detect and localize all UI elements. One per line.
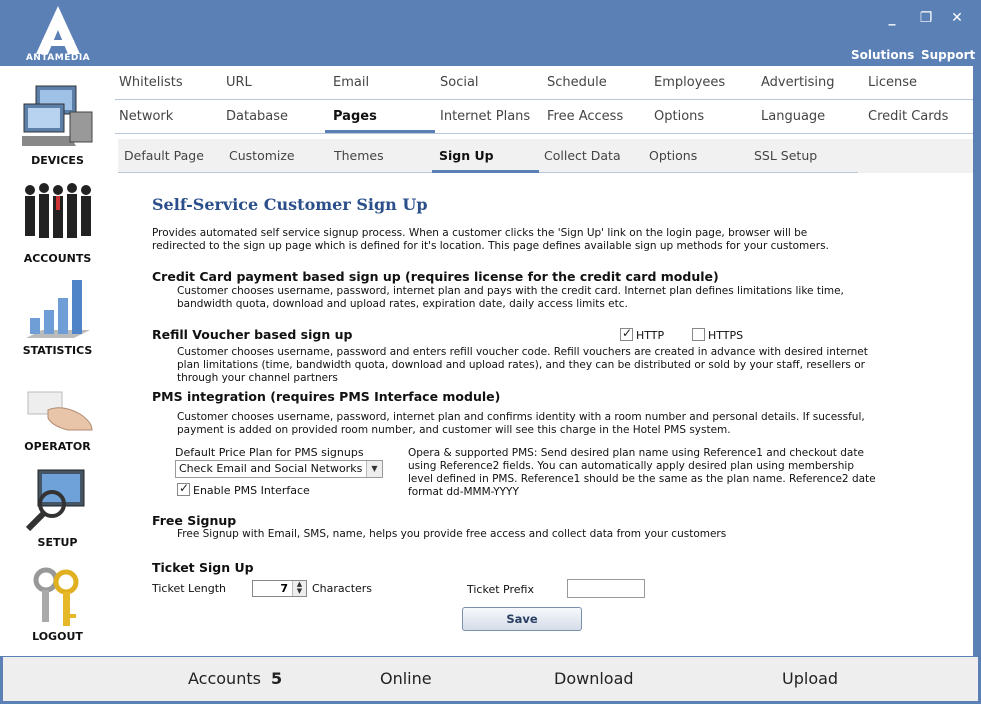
status-download: Download: [554, 669, 634, 688]
tab-row-1: [115, 66, 973, 100]
ticket-prefix-input[interactable]: [567, 579, 645, 598]
pms-note: Opera & supported PMS: Send desired plan name using Reference1 and checkout date using Reference2 fields. You can automatically apply desired plan using membership level defined in PMS. Reference1 should be the same as the plan name. Reference2 date format dd-MMM-YYYY: [408, 447, 876, 498]
sidebar-item-operator[interactable]: [0, 362, 115, 458]
subtab-collect-data[interactable]: Collect Data: [544, 148, 621, 163]
subtab-options[interactable]: Options: [649, 148, 698, 163]
tab-internet-plans[interactable]: Internet Plans: [440, 109, 531, 124]
minimize-icon[interactable]: _: [888, 10, 896, 26]
bar-chart-icon: [22, 274, 94, 342]
tab-row-divider: [115, 133, 973, 134]
support-link[interactable]: Support: [921, 48, 976, 62]
https-checkbox[interactable]: [692, 328, 705, 341]
active-subtab-indicator: [432, 170, 539, 173]
tab-network[interactable]: Network: [119, 109, 174, 124]
hand-card-icon: [22, 370, 94, 438]
sidebar-item-label: OPERATOR: [24, 440, 91, 453]
ticket-length-label: Ticket Length: [152, 582, 226, 595]
active-tab-indicator: [325, 130, 435, 133]
subtab-bar: [118, 139, 973, 173]
status-online: Online: [380, 669, 432, 688]
tab-database[interactable]: Database: [226, 109, 289, 124]
enable-pms-checkbox[interactable]: [177, 483, 190, 496]
sidebar-item-label: STATISTICS: [22, 344, 93, 357]
sidebar-item-logout[interactable]: [0, 556, 115, 652]
tab-license[interactable]: License: [868, 75, 918, 90]
intro-text: Provides automated self service signup process. When a customer clicks the 'Sign Up' link on the login page, browser will be redirected to the sign up page which is defined for it's location. This page defines available sign up methods for your customers.: [152, 227, 829, 252]
tab-employees[interactable]: Employees: [654, 75, 726, 90]
tab-social[interactable]: Social: [440, 75, 479, 90]
sidebar-item-label: LOGOUT: [32, 630, 83, 643]
http-checkbox[interactable]: [620, 328, 633, 341]
sidebar: [0, 66, 115, 656]
sidebar-item-statistics[interactable]: [0, 266, 115, 362]
sidebar-item-label: SETUP: [37, 536, 78, 549]
subtab-customize[interactable]: Customize: [229, 148, 295, 163]
sidebar-item-label: DEVICES: [31, 154, 84, 167]
sidebar-item-devices[interactable]: [0, 74, 115, 170]
pms-heading: PMS integration (requires PMS Interface module): [152, 389, 501, 404]
voucher-desc: Customer chooses username, password and enters refill voucher code. Refill vouchers are created in advance with desired internet plan limitations (time, bandwidth quota, download and upload rates), and they can be distributed or sold by your staff, resellers or through your channel partners: [177, 346, 868, 384]
ticket-length-value: 7: [280, 582, 288, 595]
people-icon: [22, 178, 94, 246]
tab-advertising[interactable]: Advertising: [761, 75, 835, 90]
ticket-heading: Ticket Sign Up: [152, 560, 254, 575]
solutions-link[interactable]: Solutions: [851, 48, 915, 62]
subtab-ssl-setup[interactable]: SSL Setup: [754, 148, 818, 163]
tab-language[interactable]: Language: [761, 109, 826, 124]
enable-pms-label: Enable PMS Interface: [193, 484, 310, 497]
stepper-arrows-icon[interactable]: ▲ ▼: [292, 581, 306, 596]
subtab-sign-up[interactable]: Sign Up: [439, 148, 494, 163]
sidebar-item-setup[interactable]: [0, 458, 115, 554]
tab-options[interactable]: Options: [654, 109, 705, 124]
restore-icon[interactable]: ❐: [919, 10, 933, 26]
accounts-count: 5: [270, 669, 283, 688]
computers-icon: [22, 82, 94, 150]
tab-email[interactable]: Email: [333, 75, 370, 90]
accounts-label: Accounts: [188, 669, 261, 688]
status-bar: [3, 657, 978, 701]
voucher-heading: Refill Voucher based sign up: [152, 327, 353, 342]
page-title: Self-Service Customer Sign Up: [152, 195, 428, 214]
http-label: HTTP: [636, 329, 665, 342]
tab-schedule[interactable]: Schedule: [547, 75, 607, 90]
subtab-themes[interactable]: Themes: [334, 148, 384, 163]
chevron-down-icon: ▼: [366, 461, 382, 477]
main-content: [115, 66, 973, 656]
credit-card-heading: Credit Card payment based sign up (requires license for the credit card module): [152, 269, 719, 284]
close-icon[interactable]: ✕: [951, 10, 963, 26]
monitor-magnifier-icon: [22, 466, 94, 534]
subtab-default-page[interactable]: Default Page: [124, 148, 204, 163]
tab-pages[interactable]: Pages: [333, 109, 377, 124]
save-button[interactable]: Save: [462, 607, 582, 631]
ticket-prefix-label: Ticket Prefix: [467, 583, 534, 596]
free-signup-desc: Free Signup with Email, SMS, name, helps you provide free access and collect data from your customers: [177, 528, 727, 540]
pms-plan-label: Default Price Plan for PMS signups: [175, 446, 364, 459]
tab-free-access[interactable]: Free Access: [547, 109, 624, 124]
antamedia-logo: [22, 6, 94, 64]
free-signup-heading: Free Signup: [152, 513, 237, 528]
keys-icon: [22, 564, 94, 632]
tab-url[interactable]: URL: [226, 75, 252, 90]
tab-whitelists[interactable]: Whitelists: [119, 75, 183, 90]
sidebar-item-accounts[interactable]: [0, 170, 115, 266]
credit-card-desc: Customer chooses username, password, internet plan and pays with the credit card. Internet plan defines limitations like time, bandwidth quota, download and upload rates, expiration date, daily access limits etc.: [177, 285, 844, 310]
status-upload: Upload: [782, 669, 839, 688]
logo-text: ANTAMEDIA: [25, 53, 91, 63]
tab-row-2: [115, 100, 973, 134]
characters-label: Characters: [312, 582, 373, 595]
status-accounts: [188, 669, 282, 688]
pms-desc: Customer chooses username, password, internet plan and confirms identity with a room number and personal details. If sucessful, payment is added on provided room number, and customer will see this charge in the Hotel PMS system.: [177, 411, 865, 436]
tab-credit-cards[interactable]: Credit Cards: [868, 109, 949, 124]
sidebar-item-label: ACCOUNTS: [23, 252, 92, 265]
pms-plan-value: Check Email and Social Networks: [179, 462, 363, 475]
https-label: HTTPS: [708, 329, 744, 342]
pms-plan-select[interactable]: [175, 460, 383, 478]
ticket-length-stepper[interactable]: [252, 580, 307, 597]
